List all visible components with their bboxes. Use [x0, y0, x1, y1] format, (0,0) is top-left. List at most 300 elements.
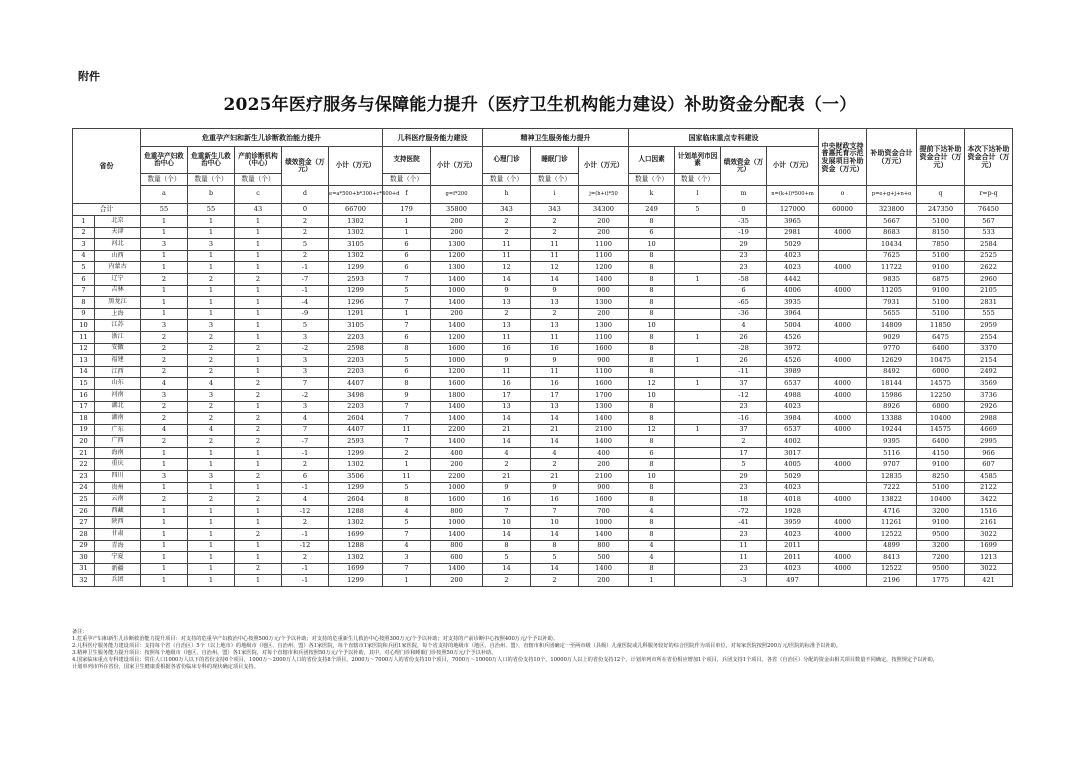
table-cell: 4442: [767, 273, 819, 285]
table-row: [73, 424, 1013, 436]
table-cell: [675, 471, 721, 483]
table-cell: 14575: [917, 378, 965, 390]
table-cell: 2: [141, 355, 188, 367]
table-cell: -12: [721, 389, 767, 401]
table-cell: 1: [188, 250, 235, 262]
total-cell: 343: [531, 204, 579, 216]
table-cell: 7: [383, 563, 431, 575]
note-line: 1.危重孕产妇和新生儿诊断救治能力提升项目：对支持的危重孕产妇救治中心按照500万元/个予以补助；对支持的危重新生儿救治中心按照300万元/个予以补助；对支持的产前诊断中心按照400万元/个予以补助。: [72, 636, 559, 643]
column-code: i: [531, 186, 579, 204]
table-cell: 1213: [965, 552, 1013, 564]
table-cell: 26: [721, 355, 767, 367]
table-cell: 1302: [329, 227, 383, 239]
table-cell: 1700: [579, 389, 629, 401]
table-cell: 2196: [867, 575, 917, 587]
table-cell: [675, 505, 721, 517]
table-cell: 17: [531, 389, 579, 401]
table-cell: 2492: [965, 366, 1013, 378]
table-cell: 6: [383, 239, 431, 251]
row-number: 20: [73, 436, 95, 448]
table-cell: 10400: [917, 494, 965, 506]
table-cell: 1: [235, 262, 282, 274]
table-cell: 6875: [917, 273, 965, 285]
table-cell: 3022: [965, 563, 1013, 575]
table-cell: 5100: [917, 216, 965, 228]
total-cell: 343: [483, 204, 531, 216]
table-row: [73, 262, 1013, 274]
sub-pediatric-subtotal: 小计（万元）: [431, 147, 483, 186]
sub-specialty-performance: 绩效资金（万元）: [721, 147, 767, 186]
table-cell: 1: [141, 216, 188, 228]
table-cell: 1400: [431, 401, 483, 413]
group-total: 补助资金合计（万元）: [867, 129, 917, 186]
table-cell: 5: [721, 459, 767, 471]
table-cell: 2: [141, 413, 188, 425]
table-row: [73, 540, 1013, 552]
table-cell: 2959: [965, 320, 1013, 332]
table-cell: 4000: [819, 285, 867, 297]
table-cell: 1000: [431, 482, 483, 494]
table-cell: 6537: [767, 378, 819, 390]
table-cell: 200: [431, 459, 483, 471]
table-cell: 1699: [329, 529, 383, 541]
table-cell: [819, 216, 867, 228]
table-cell: 5: [383, 482, 431, 494]
table-cell: 14: [531, 273, 579, 285]
table-cell: 1: [141, 250, 188, 262]
row-number: 28: [73, 529, 95, 541]
table-cell: 1800: [431, 389, 483, 401]
table-cell: 1: [188, 216, 235, 228]
table-cell: 4150: [917, 447, 965, 459]
header-group-row: [73, 129, 1013, 147]
table-cell: 1: [188, 308, 235, 320]
table-cell: 1: [188, 552, 235, 564]
table-cell: 1300: [579, 297, 629, 309]
table-cell: 2981: [767, 227, 819, 239]
table-cell: 1: [235, 239, 282, 251]
column-code: e=a*500+b*300+c*400+d: [329, 186, 383, 204]
table-cell: 2: [721, 436, 767, 448]
column-code: k: [629, 186, 675, 204]
total-row: [73, 204, 1013, 216]
table-cell: [819, 366, 867, 378]
table-cell: 7: [383, 413, 431, 425]
table-row: [73, 297, 1013, 309]
attachment-label: 附件: [78, 70, 100, 83]
table-cell: 2: [188, 494, 235, 506]
table-cell: 19244: [867, 424, 917, 436]
table-cell: 12: [483, 262, 531, 274]
column-code: n=(k+l)*500+m: [767, 186, 819, 204]
table-cell: 4000: [819, 378, 867, 390]
table-cell: 2200: [431, 424, 483, 436]
province-name: 江苏: [95, 320, 141, 332]
table-cell: 2203: [329, 366, 383, 378]
table-cell: 8: [629, 563, 675, 575]
table-cell: 8: [629, 482, 675, 494]
table-cell: 1400: [431, 529, 483, 541]
table-cell: 1: [629, 575, 675, 587]
province-name: 宁夏: [95, 552, 141, 564]
table-cell: 5667: [867, 216, 917, 228]
table-row: [73, 355, 1013, 367]
table-cell: 1: [235, 285, 282, 297]
table-row: [73, 471, 1013, 483]
table-cell: 5004: [767, 320, 819, 332]
table-cell: 16: [483, 378, 531, 390]
table-cell: 9100: [917, 459, 965, 471]
table-cell: 6400: [917, 343, 965, 355]
table-cell: 1299: [329, 447, 383, 459]
province-name: 天津: [95, 227, 141, 239]
row-number: 32: [73, 575, 95, 587]
table-cell: 5655: [867, 308, 917, 320]
table-cell: 8: [629, 355, 675, 367]
table-cell: 1: [383, 575, 431, 587]
table-cell: 12522: [867, 563, 917, 575]
table-row: [73, 517, 1013, 529]
table-cell: 11: [721, 552, 767, 564]
total-cell: 55: [141, 204, 188, 216]
table-cell: 2593: [329, 436, 383, 448]
table-cell: [819, 250, 867, 262]
table-cell: 1699: [965, 540, 1013, 552]
table-cell: 23: [721, 250, 767, 262]
table-cell: 600: [431, 552, 483, 564]
table-cell: 1: [675, 273, 721, 285]
table-cell: 11: [383, 471, 431, 483]
table-cell: [819, 239, 867, 251]
table-cell: 13: [531, 320, 579, 332]
table-cell: 13: [483, 320, 531, 332]
table-cell: 11: [721, 540, 767, 552]
table-cell: -1: [282, 529, 329, 541]
table-cell: 200: [579, 216, 629, 228]
table-cell: 200: [579, 227, 629, 239]
table-cell: 7: [383, 297, 431, 309]
table-cell: [675, 552, 721, 564]
table-cell: 1: [235, 575, 282, 587]
table-cell: 1: [235, 366, 282, 378]
table-cell: 4006: [767, 285, 819, 297]
column-code: q: [917, 186, 965, 204]
table-cell: 8150: [917, 227, 965, 239]
table-cell: 4000: [819, 563, 867, 575]
table-cell: 4407: [329, 378, 383, 390]
table-cell: 1: [235, 505, 282, 517]
table-cell: 900: [579, 482, 629, 494]
table-cell: 1600: [579, 494, 629, 506]
table-cell: [675, 343, 721, 355]
table-cell: 4: [188, 378, 235, 390]
table-cell: 9: [531, 482, 579, 494]
table-cell: 4585: [965, 471, 1013, 483]
table-cell: 8: [483, 540, 531, 552]
table-cell: 11: [531, 366, 579, 378]
table-cell: 1600: [431, 378, 483, 390]
table-cell: 2: [235, 529, 282, 541]
table-cell: 421: [965, 575, 1013, 587]
table-cell: 11205: [867, 285, 917, 297]
table-cell: 2: [188, 343, 235, 355]
table-cell: 13: [483, 401, 531, 413]
row-number: 30: [73, 552, 95, 564]
table-cell: 3569: [965, 378, 1013, 390]
table-cell: 5100: [917, 297, 965, 309]
table-cell: 4023: [767, 529, 819, 541]
table-cell: 2: [235, 273, 282, 285]
table-cell: 5: [383, 285, 431, 297]
table-cell: 2: [483, 459, 531, 471]
table-cell: [675, 250, 721, 262]
table-cell: 3498: [329, 389, 383, 401]
table-cell: -11: [721, 366, 767, 378]
total-cell: 0: [282, 204, 329, 216]
table-cell: 2622: [965, 262, 1013, 274]
province-name: 内蒙古: [95, 262, 141, 274]
table-cell: 7: [282, 378, 329, 390]
total-cell: 127000: [767, 204, 819, 216]
unit-count: 数量（个）: [188, 174, 235, 186]
province-name: 青海: [95, 540, 141, 552]
table-cell: 8: [629, 250, 675, 262]
table-cell: 3965: [767, 216, 819, 228]
table-cell: 2: [188, 331, 235, 343]
table-cell: 11: [531, 239, 579, 251]
table-cell: 4899: [867, 540, 917, 552]
table-cell: 2604: [329, 494, 383, 506]
table-cell: 17: [483, 389, 531, 401]
table-cell: 1302: [329, 216, 383, 228]
table-cell: 2: [141, 343, 188, 355]
table-cell: 3: [188, 389, 235, 401]
table-cell: 8: [629, 285, 675, 297]
table-cell: 8: [629, 297, 675, 309]
table-cell: 37: [721, 378, 767, 390]
table-cell: 4023: [767, 482, 819, 494]
table-cell: 3200: [917, 505, 965, 517]
table-cell: 1: [141, 563, 188, 575]
table-cell: 700: [579, 505, 629, 517]
table-cell: 1: [235, 308, 282, 320]
table-row: [73, 401, 1013, 413]
sub-planned-city-factor: 计划单列市因素: [675, 147, 721, 174]
unit-count: 数量（个）: [383, 174, 431, 186]
table-cell: 1400: [431, 320, 483, 332]
row-number: 15: [73, 378, 95, 390]
group-this-issue: 本次下达补助资金合计（万元）: [965, 129, 1013, 186]
table-cell: 1: [188, 447, 235, 459]
column-code: a: [141, 186, 188, 204]
table-cell: -12: [282, 505, 329, 517]
table-cell: 9500: [917, 563, 965, 575]
table-row: [73, 413, 1013, 425]
table-cell: 13: [531, 401, 579, 413]
table-cell: 1: [141, 447, 188, 459]
table-cell: 2: [531, 575, 579, 587]
table-cell: 2: [141, 273, 188, 285]
table-cell: 4000: [819, 262, 867, 274]
table-row: [73, 575, 1013, 587]
row-number: 12: [73, 343, 95, 355]
table-cell: 4000: [819, 517, 867, 529]
column-code: j=(h+i)*50: [579, 186, 629, 204]
table-cell: -7: [282, 436, 329, 448]
table-cell: 1: [141, 529, 188, 541]
table-cell: 1400: [579, 273, 629, 285]
table-cell: 3989: [767, 366, 819, 378]
table-row: [73, 505, 1013, 517]
table-cell: 1100: [579, 331, 629, 343]
table-cell: 1299: [329, 482, 383, 494]
row-number: 18: [73, 413, 95, 425]
table-cell: 2: [235, 378, 282, 390]
table-cell: 12835: [867, 471, 917, 483]
province-name: 山西: [95, 250, 141, 262]
table-cell: 200: [431, 216, 483, 228]
table-cell: 2: [483, 227, 531, 239]
table-cell: 2: [141, 494, 188, 506]
table-cell: -12: [282, 540, 329, 552]
table-cell: 1: [188, 297, 235, 309]
sub-neonatal-center: 危重新生儿救治中心: [188, 147, 235, 174]
total-cell: 34300: [579, 204, 629, 216]
province-name: 广西: [95, 436, 141, 448]
table-cell: 11850: [917, 320, 965, 332]
table-cell: 29: [721, 239, 767, 251]
table-cell: 2: [188, 401, 235, 413]
table-cell: 16: [483, 494, 531, 506]
table-cell: 1: [188, 285, 235, 297]
table-cell: 1: [141, 517, 188, 529]
table-cell: -3: [721, 575, 767, 587]
row-number: 17: [73, 401, 95, 413]
table-cell: 6537: [767, 424, 819, 436]
table-cell: 1: [141, 262, 188, 274]
table-cell: 23: [721, 482, 767, 494]
table-cell: 1200: [431, 331, 483, 343]
table-row: [73, 250, 1013, 262]
table-cell: 9100: [917, 517, 965, 529]
table-cell: 966: [965, 447, 1013, 459]
table-cell: 1000: [431, 355, 483, 367]
table-cell: 1: [675, 424, 721, 436]
table-cell: 23: [721, 401, 767, 413]
table-cell: 2161: [965, 517, 1013, 529]
sub-maternal-performance: 绩效资金（万元）: [282, 147, 329, 186]
table-cell: 1: [383, 308, 431, 320]
row-number: 8: [73, 297, 95, 309]
row-number: 14: [73, 366, 95, 378]
table-cell: -2: [282, 343, 329, 355]
table-cell: 1100: [579, 239, 629, 251]
table-cell: 14: [531, 436, 579, 448]
table-cell: 23: [721, 262, 767, 274]
table-cell: -35: [721, 216, 767, 228]
table-cell: 3: [282, 366, 329, 378]
table-cell: 1100: [579, 366, 629, 378]
table-cell: 800: [431, 540, 483, 552]
table-cell: 5: [282, 320, 329, 332]
table-cell: [819, 436, 867, 448]
table-cell: 8: [383, 343, 431, 355]
sub-population-factor: 人口因素: [629, 147, 675, 174]
table-cell: 5116: [867, 447, 917, 459]
table-cell: 2926: [965, 401, 1013, 413]
total-cell: 249: [629, 204, 675, 216]
table-cell: [819, 482, 867, 494]
table-cell: 8: [629, 331, 675, 343]
table-cell: 1400: [431, 436, 483, 448]
province-name: 云南: [95, 494, 141, 506]
table-cell: 497: [767, 575, 819, 587]
table-cell: 2: [188, 436, 235, 448]
table-cell: 2: [141, 331, 188, 343]
table-cell: 4000: [819, 494, 867, 506]
table-cell: 2: [235, 413, 282, 425]
row-number: 9: [73, 308, 95, 320]
table-cell: 3017: [767, 447, 819, 459]
table-cell: 1: [675, 355, 721, 367]
table-cell: 12: [531, 262, 579, 274]
table-cell: 4669: [965, 424, 1013, 436]
group-central-support: 中央财政支持普惠托育示范发展项目补助资金（万元）: [819, 129, 867, 186]
table-row: [73, 389, 1013, 401]
province-name: 山东: [95, 378, 141, 390]
table-cell: 9: [531, 285, 579, 297]
table-cell: 2598: [329, 343, 383, 355]
table-cell: 3422: [965, 494, 1013, 506]
table-cell: [675, 529, 721, 541]
table-cell: 1299: [329, 285, 383, 297]
table-cell: 18144: [867, 378, 917, 390]
table-cell: 2: [531, 216, 579, 228]
column-code: d: [282, 186, 329, 204]
table-cell: 3: [141, 389, 188, 401]
column-code: p=e+g+j+n+o: [867, 186, 917, 204]
table-cell: 1: [235, 482, 282, 494]
table-cell: 7222: [867, 482, 917, 494]
table-cell: 2: [235, 436, 282, 448]
table-cell: [675, 366, 721, 378]
column-code: o: [819, 186, 867, 204]
table-cell: 4023: [767, 250, 819, 262]
row-number: 25: [73, 494, 95, 506]
province-name: 江西: [95, 366, 141, 378]
table-cell: 8: [629, 494, 675, 506]
table-cell: 1300: [431, 262, 483, 274]
table-cell: 2: [383, 447, 431, 459]
table-cell: 2604: [329, 413, 383, 425]
table-cell: 200: [431, 227, 483, 239]
table-cell: 4005: [767, 459, 819, 471]
province-name: 福建: [95, 355, 141, 367]
table-cell: 4: [383, 540, 431, 552]
table-cell: 3972: [767, 343, 819, 355]
sub-prenatal-center: 产前诊断机构（中心）: [235, 147, 282, 174]
table-cell: -19: [721, 227, 767, 239]
table-cell: [675, 262, 721, 274]
table-row: [73, 227, 1013, 239]
table-cell: 1: [188, 459, 235, 471]
province-name: 北京: [95, 216, 141, 228]
table-cell: 2105: [965, 285, 1013, 297]
table-cell: 1: [141, 505, 188, 517]
table-cell: 2593: [329, 273, 383, 285]
table-cell: 1: [235, 540, 282, 552]
table-cell: 1000: [579, 517, 629, 529]
